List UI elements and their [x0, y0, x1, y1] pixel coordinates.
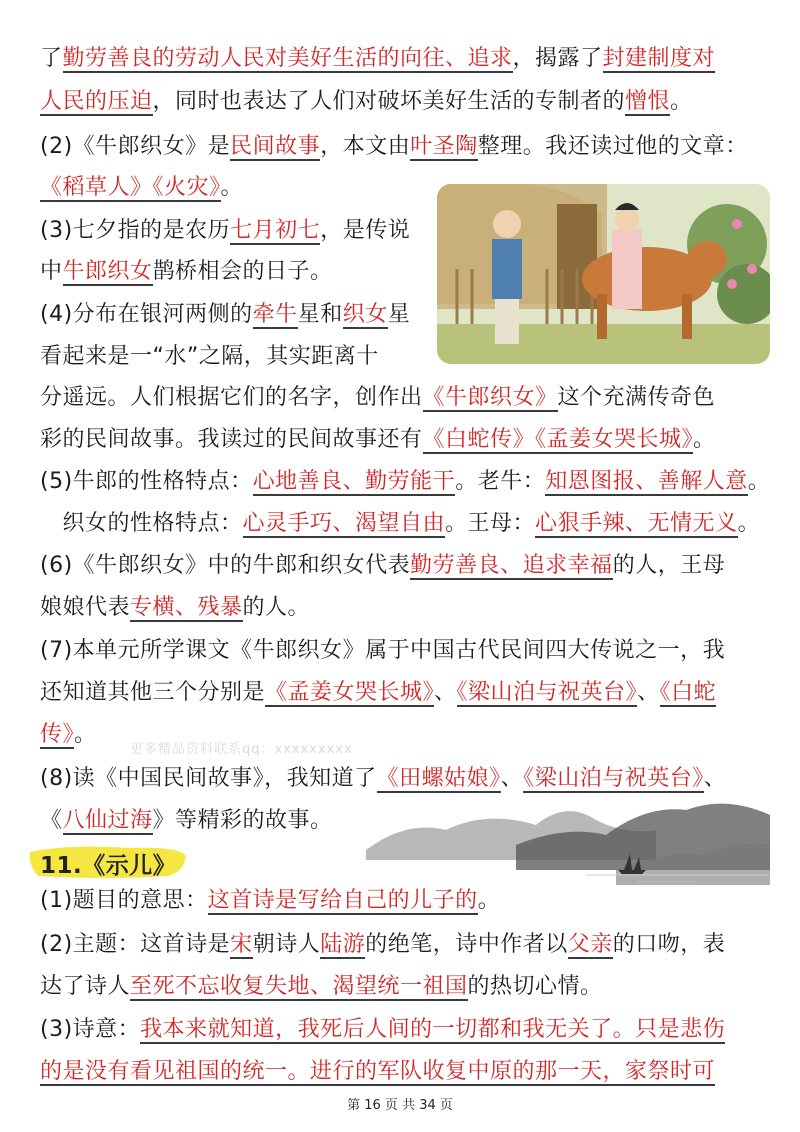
body-text: 。 — [74, 722, 97, 747]
body-text: ，本文由 — [320, 134, 411, 159]
answer-text: 牵牛 — [252, 302, 298, 327]
body-text: 分遥远。人们根据它们的名字，创作出 — [40, 385, 423, 410]
body-text: (3)七夕指的是农历 — [40, 218, 231, 243]
text-line — [40, 300, 410, 330]
body-text: 看起来是一“水”之隔，其实距离十 — [40, 344, 379, 369]
body-text: 这个充满传奇色 — [557, 385, 716, 410]
text-line — [40, 87, 693, 117]
body-text: 星和 — [297, 302, 343, 327]
text-line — [40, 216, 410, 246]
answer-text: 憎恨 — [625, 89, 671, 114]
answer-text: 封建制度对 — [602, 46, 716, 71]
body-text: (7)本单元所学课文《牛郎织女》属于中国古代民间四大传说之一，我 — [40, 638, 726, 663]
body-text: 达了诗人 — [40, 974, 131, 999]
body-text: 的绝笔，诗中作者以 — [365, 932, 568, 957]
body-text: 星 — [387, 302, 411, 327]
body-text: (2)《牛郎织女》是 — [40, 134, 231, 159]
body-text: 彩的民间故事。我读过的民间故事还有 — [40, 427, 423, 452]
text-line — [40, 173, 243, 203]
answer-text: 八仙过海 — [62, 808, 153, 833]
body-text: 中 — [40, 259, 63, 284]
body-text: 。 — [747, 469, 771, 494]
text-line — [40, 636, 725, 666]
body-text: 。 — [693, 427, 716, 452]
answer-text: 的是没有看见祖国的统一。进行的军队收复中原的那一天，家祭时可 — [40, 1059, 716, 1084]
body-text: 《 — [40, 808, 63, 833]
answer-text: 心狠手辣、无情无义 — [535, 511, 738, 536]
answer-text: 人民的压迫 — [40, 89, 153, 114]
section-heading-text: 11.《示儿》 — [40, 853, 177, 879]
body-text: 、 — [637, 680, 660, 705]
answer-text: 勤劳善良、追求幸福 — [410, 553, 613, 578]
answer-text: 专横、残暴 — [130, 595, 243, 620]
body-text: (8)读《中国民间故事》，我知道了 — [40, 766, 377, 791]
answer-text: 《白蛇 — [659, 680, 717, 705]
body-text: 。老牛： — [455, 469, 546, 494]
answer-text: 牛郎织女 — [62, 259, 153, 284]
body-text: ，揭露了 — [512, 46, 603, 71]
answer-text: 民间故事 — [230, 134, 321, 159]
answer-text: 《牛郎织女》 — [422, 385, 558, 410]
body-text: 还知道其他三个分别是 — [40, 680, 266, 705]
body-text: (5)牛郎的性格特点： — [40, 469, 253, 494]
body-text: 。 — [737, 511, 761, 536]
body-text: 的热切心情。 — [467, 974, 603, 999]
text-line — [40, 720, 97, 750]
answer-text: 《白蛇传》《孟姜女哭长城》 — [422, 427, 694, 452]
text-line — [40, 930, 725, 960]
body-text: 、 — [434, 680, 457, 705]
answer-text: 七月初七 — [230, 218, 321, 243]
body-text: 。 — [220, 175, 244, 200]
text-line — [40, 1015, 725, 1045]
answer-text: 陆游 — [320, 932, 366, 957]
body-text: 的人。 — [242, 595, 311, 620]
answer-text: 勤劳善良的劳动人民对美好生活的向往、追求 — [62, 46, 513, 71]
answer-text: 《田螺姑娘》 — [376, 766, 501, 791]
body-text: 鹊桥相会的日子。 — [152, 259, 333, 284]
body-text: 织女的性格特点： — [40, 511, 243, 536]
answer-text: 至死不忘收复失地、渴望统一祖国 — [130, 974, 468, 999]
answer-text: 传》 — [40, 722, 75, 747]
body-text: (3)诗意： — [40, 1017, 141, 1042]
body-text: 。王母： — [445, 511, 536, 536]
page-footer: 第 16 页 共 34 页 — [347, 1098, 453, 1113]
answer-text: 叶圣陶 — [410, 134, 478, 159]
text-line — [40, 806, 333, 836]
body-text: (1)题目的意思： — [40, 888, 208, 913]
body-text: (2)主题：这首诗是 — [40, 932, 231, 957]
text-line — [40, 383, 715, 413]
text-line — [40, 425, 716, 455]
body-text: 朝诗人 — [252, 932, 321, 957]
answer-text: 心地善良、勤劳能干 — [252, 469, 456, 494]
answer-text: 织女 — [342, 302, 388, 327]
text-line — [40, 132, 748, 162]
niulang-illustration — [437, 184, 770, 364]
body-text: 》等精彩的故事。 — [152, 808, 333, 833]
ink-landscape-illustration — [366, 790, 770, 900]
body-text: 的人，王母 — [612, 553, 726, 578]
answer-text: 这首诗是写给自己的儿子的 — [207, 888, 478, 913]
answer-text: 《孟姜女哭长城》 — [265, 680, 435, 705]
answer-text: 宋 — [230, 932, 253, 957]
answer-text: 心灵手巧、渴望自由 — [242, 511, 446, 536]
body-text: ，同时也表达了人们对破坏美好生活的专制者的 — [152, 89, 626, 114]
answer-text: 父亲 — [567, 932, 613, 957]
body-text: 的口吻，表 — [612, 932, 726, 957]
body-text: 。 — [477, 888, 501, 913]
body-text: 。 — [670, 89, 693, 114]
text-line — [40, 467, 770, 497]
body-text: 娘娘代表 — [40, 595, 131, 620]
body-text: 整理。我还读过他的文章： — [477, 134, 748, 159]
text-line — [40, 509, 760, 539]
text-line — [40, 257, 333, 287]
text-line — [40, 678, 716, 708]
body-text: 了 — [40, 46, 63, 71]
answer-text: 知恩图报、善解人意 — [545, 469, 748, 494]
answer-text: 《梁山泊与祝英台》 — [456, 680, 638, 705]
section-heading — [28, 842, 188, 882]
body-text: 、 — [500, 766, 524, 791]
answer-text: 《梁山泊与祝英台》 — [523, 766, 704, 791]
text-line — [40, 593, 310, 623]
body-text: (4)分布在银河两侧的 — [40, 302, 253, 327]
text-line — [40, 972, 603, 1002]
body-text: 、 — [703, 766, 727, 791]
watermark: 更多精品资料联系qq：xxxxxxxxx — [130, 742, 353, 757]
text-line — [40, 551, 725, 581]
answer-text: 《稻草人》《火灾》 — [40, 175, 221, 200]
body-text: (6)《牛郎织女》中的牛郎和织女代表 — [40, 553, 411, 578]
text-line — [40, 1057, 715, 1087]
body-text: ，是传说 — [320, 218, 411, 243]
text-line — [40, 44, 715, 74]
answer-text: 我本来就知道，我死后人间的一切都和我无关了。只是悲伤 — [140, 1017, 726, 1042]
text-line — [40, 342, 379, 372]
